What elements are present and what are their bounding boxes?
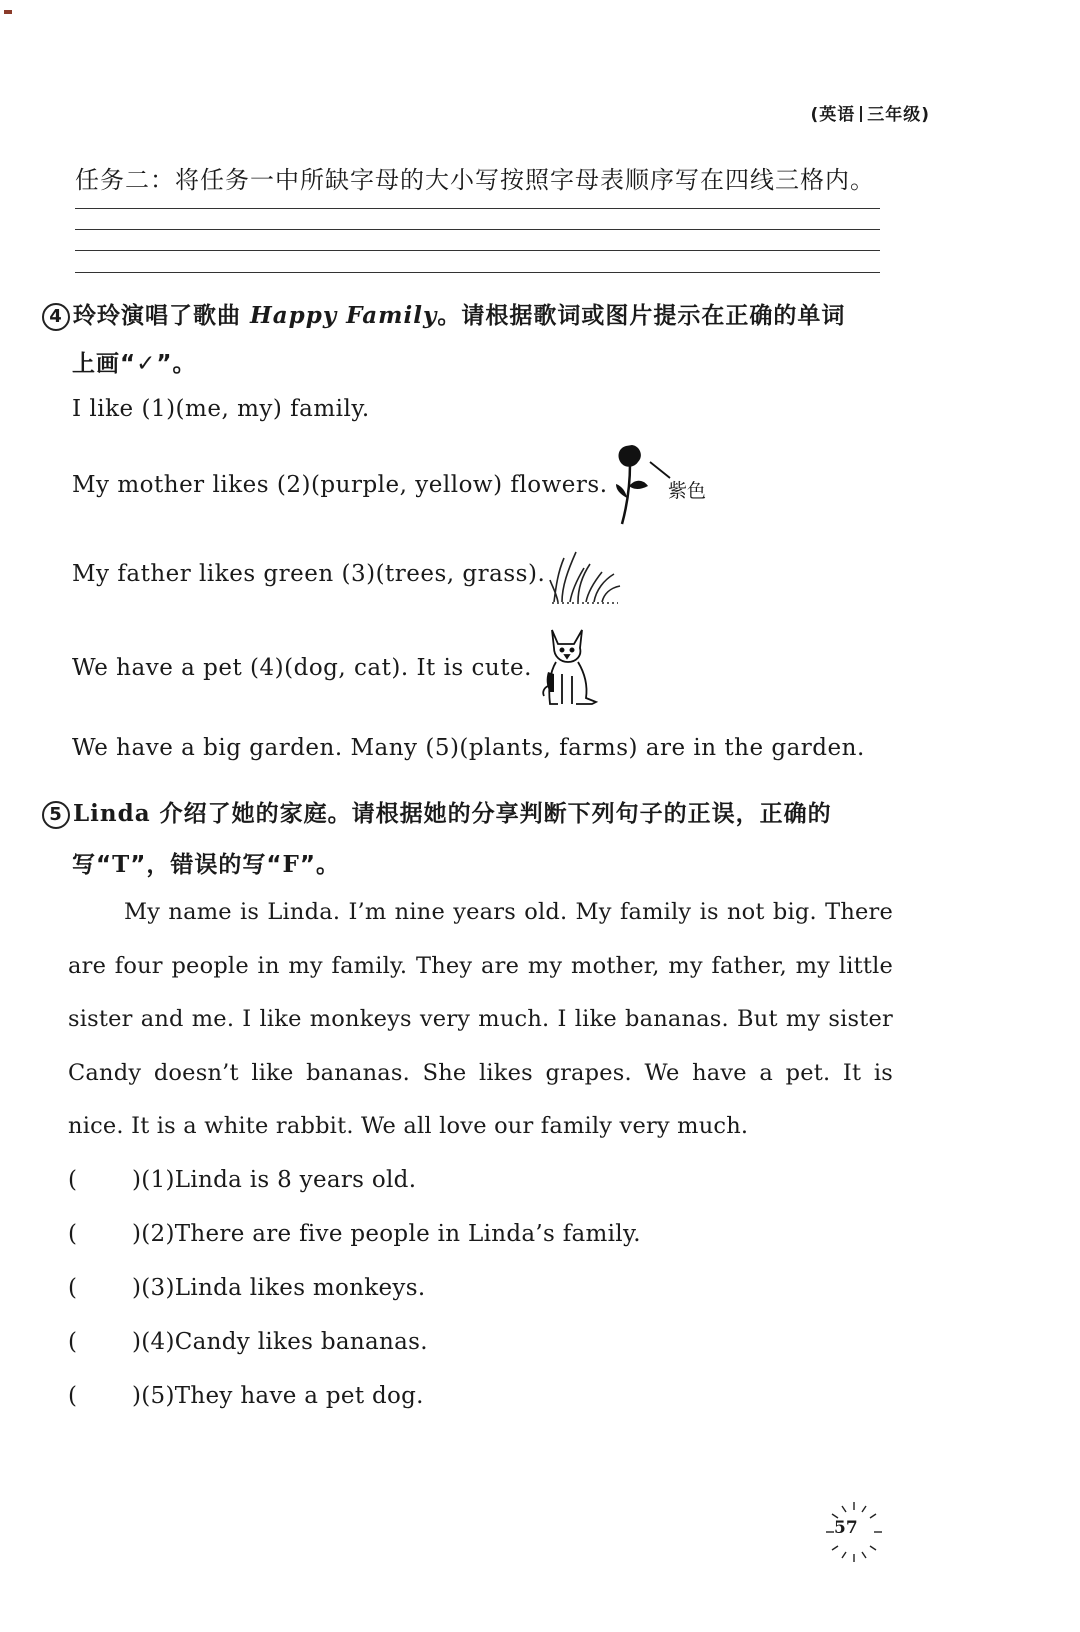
flower-color-label: 紫色	[668, 480, 707, 502]
writing-line	[75, 250, 880, 251]
grass-illustration	[548, 546, 622, 604]
q5-instruction-name: Linda	[73, 800, 151, 827]
q4-sentence-5: We have a big garden. Many (5)(plants, farms) are in the garden.	[72, 735, 865, 761]
q5-instruction-part: ”，错误的写“	[130, 852, 283, 878]
q5-true-marker: T	[112, 851, 131, 878]
answer-blank[interactable]: (	[68, 1167, 78, 1193]
q4-sentence-2: My mother likes (2)(purple, yellow) flowers.	[72, 472, 608, 498]
q4-instruction-line1	[42, 297, 845, 331]
q4-sentence-4: We have a pet (4)(dog, cat). It is cute.	[72, 655, 532, 681]
grade-label: 三年级	[867, 105, 922, 125]
q5-passage	[68, 886, 893, 1154]
corner-mark	[4, 10, 12, 14]
page-number: 57	[834, 1518, 858, 1538]
q5-instruction-part: 写“	[72, 852, 113, 878]
q5-passage-text: My name is Linda. I’m nine years old. My family is not big. There are four people in my family. They are my mother, my father, my little sister and me. I like monkeys very much. I like bananas. But my sister Candy doesn’t like bananas. She likes grapes. We have a pet. It is nice. It is a white rabbit. We all love our family very much.	[68, 899, 893, 1139]
q5-statement-4	[68, 1329, 428, 1355]
q5-statement-2	[68, 1221, 641, 1247]
writing-line	[75, 208, 880, 209]
q4-song-title: Happy Family	[250, 302, 438, 329]
task2-instruction: 任务二：将任务一中所缺字母的大小写按照字母表顺序写在四线三格内。	[75, 166, 875, 194]
answer-blank[interactable]: (	[68, 1329, 78, 1355]
dog-illustration	[540, 626, 602, 708]
q4-sentence-1: I like (1)(me, my) family.	[72, 396, 370, 422]
writing-line	[75, 272, 880, 273]
answer-blank[interactable]: (	[68, 1221, 78, 1247]
answer-blank[interactable]: (	[68, 1275, 78, 1301]
q4-instruction-post: 。请根据歌词或图片提示在正确的单词	[437, 303, 846, 329]
statement-text: )(2)There are five people in Linda’s family.	[132, 1221, 641, 1247]
q5-instruction-line2	[72, 846, 340, 879]
q4-number-badge: 4	[42, 303, 70, 331]
q5-number-badge: 5	[42, 801, 70, 829]
q5-instruction-text: 介绍了她的家庭。请根据她的分享判断下列句子的正误，正确的	[150, 801, 832, 827]
q4-instruction-pre: 玲玲演唱了歌曲	[73, 303, 251, 329]
q5-instruction-part: ”。	[299, 852, 340, 878]
writing-line	[75, 229, 880, 230]
q4-sentence-3: My father likes green (3)(trees, grass).	[72, 561, 546, 587]
q5-instruction-line1	[42, 795, 832, 829]
subject-grade-tag: (英语 三年级)	[810, 105, 930, 125]
tag-divider	[860, 106, 862, 122]
q5-false-marker: F	[282, 851, 300, 878]
subject-label: 英语	[819, 105, 856, 125]
q5-statement-5	[68, 1383, 424, 1409]
statement-text: )(3)Linda likes monkeys.	[132, 1275, 426, 1301]
answer-blank[interactable]: (	[68, 1383, 78, 1409]
statement-text: )(5)They have a pet dog.	[132, 1383, 424, 1409]
statement-text: )(1)Linda is 8 years old.	[132, 1167, 417, 1193]
q4-instruction-line2: 上画“✓”。	[72, 351, 197, 377]
q5-statement-3	[68, 1275, 425, 1301]
q5-statement-1	[68, 1167, 416, 1193]
statement-text: )(4)Candy likes bananas.	[132, 1329, 428, 1355]
